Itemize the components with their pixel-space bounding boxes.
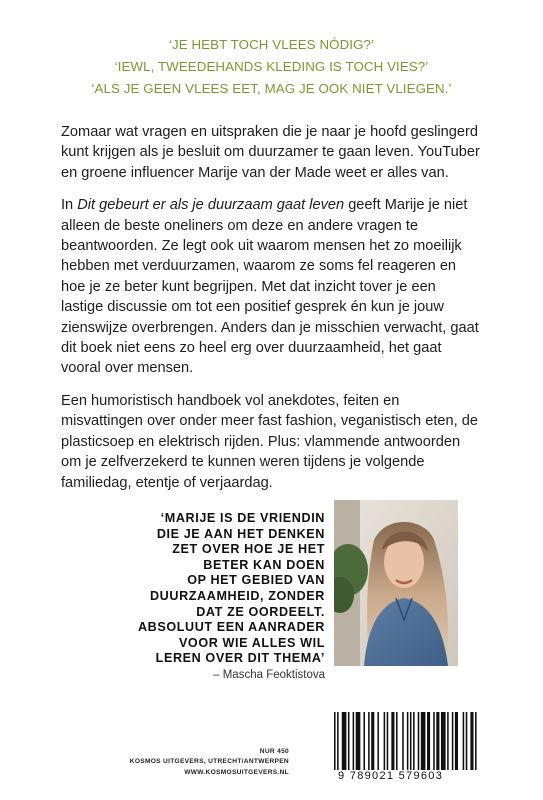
- barcode-bar: [402, 712, 404, 770]
- quote-line: ZET OVER HOE JE HET: [172, 542, 325, 557]
- barcode-bar: [387, 712, 389, 770]
- quote-text: [95, 511, 325, 667]
- header-quote-2: ‘IEWL, TWEEDEHANDS KLEDING IS TOCH VIES?’: [114, 59, 429, 74]
- quote-line: ABSOLUUT EEN AANRADER: [137, 620, 325, 635]
- author-photo: [334, 500, 458, 666]
- isbn-barcode: [328, 712, 483, 770]
- book-title: Dit gebeurt er als je duurzaam gaat leven: [77, 197, 345, 214]
- barcode-bar: [356, 712, 361, 770]
- barcode-bar: [466, 712, 468, 770]
- barcode-bar: [433, 712, 435, 770]
- barcode-bar: [441, 712, 446, 770]
- quote-line: OP HET GEBIED VAN: [187, 573, 325, 588]
- barcode-bar: [410, 712, 412, 770]
- blurb-paragraph-3: Een humoristisch handboek vol anekdotes, feiten en misvattingen over onder meer fast fashion, veganistisch eten, de plasticsoep en elektrisch rijden. Plus: vlammende antwoorden om je zelfverzekerd te kunnen weren tijdens je volgende familiedag, etentje of verjaardag.: [61, 392, 478, 491]
- quote-line: DUURZAAMHEID, ZONDER: [149, 588, 325, 603]
- barcode-bar: [353, 712, 355, 770]
- barcode-bar: [348, 712, 350, 770]
- barcode-bar: [455, 712, 458, 770]
- barcode-bar: [463, 712, 465, 770]
- barcode-bar: [475, 712, 477, 770]
- isbn-number: 9 789021 579603: [338, 770, 444, 782]
- barcode-bar: [396, 712, 398, 770]
- barcode-bar: [384, 712, 386, 770]
- quote-line: ‘MARIJE IS DE VRIENDIN: [160, 511, 325, 525]
- barcode-bar: [421, 712, 426, 770]
- barcode-bar: [371, 712, 374, 770]
- barcode-bar: [427, 712, 430, 770]
- barcode-bar: [418, 712, 420, 770]
- barcode-bar: [407, 712, 409, 770]
- blurb-p2-rest: geeft Marije je niet alleen de beste oneliners om deze en andere vragen te beantwoorden. Ze legt ook uit waarom mensen het zo moeilijk hebben met verduurzamen, waarom ze soms fel reageren en hoe je ze beter kunt begrijpen. Met dat inzicht tover je een lastige discussie om tot een positief gesprek én kun je jouw zienswijze overbrengen. Anders dan je misschien verwacht, gaat dit boek niet eens zo heel erg over duurzaamheid, het gaat vooral over mensen.: [61, 197, 479, 377]
- barcode-bar: [342, 712, 347, 770]
- barcode-bar: [391, 712, 394, 770]
- barcode-bar: [447, 712, 449, 770]
- barcode-bar: [363, 712, 365, 770]
- barcode-bar: [337, 712, 339, 770]
- publisher-imprint: [130, 747, 289, 778]
- blurb-p2-prefix: In: [61, 197, 78, 214]
- quote-line: DAT ZE OORDEELT.: [196, 604, 325, 619]
- quote-line: LEREN OVER DIT THEMA’: [155, 651, 325, 666]
- header-quote-1: ‘JE HEBT TOCH VLEES NÓDIG?’: [168, 37, 375, 52]
- blurb-paragraph-1: Zomaar wat vragen en uitspraken die je naar je hoofd geslingerd kunt krijgen als je besluit om duurzamer te gaan leven. YouTuber en groene influencer Marije van der Made weet er alles van.: [61, 124, 480, 181]
- quote-line: VOOR WIE ALLES WIL: [178, 635, 325, 650]
- barcode-bar: [368, 712, 370, 770]
- quote-author: – Mascha Feoktistova: [213, 668, 325, 681]
- barcode-bar: [413, 712, 415, 770]
- blurb: [61, 122, 481, 505]
- barcode-bar: [377, 712, 379, 770]
- barcode-bar: [452, 712, 454, 770]
- quote-line: BETER KAN DOEN: [203, 557, 325, 572]
- barcode-bar: [436, 712, 439, 770]
- back-cover-header: [0, 34, 543, 100]
- header-quote-3: ‘ALS JE GEEN VLEES EET, MAG JE OOK NIET VLIEGEN.’: [91, 81, 452, 96]
- publisher-name: KOSMOS UITGEVERS, UTRECHT/ANTWERPEN: [129, 758, 289, 766]
- blurb-paragraph-2: [61, 195, 481, 379]
- barcode-bar: [470, 712, 473, 770]
- endorsement-quote: [95, 511, 325, 681]
- quote-line: DIE JE AAN HET DENKEN: [156, 526, 325, 541]
- publisher-website: WWW.KOSMOSUITGEVERS.NL: [184, 768, 289, 776]
- barcode-bar: [334, 712, 336, 770]
- nur-code: NUR 450: [259, 748, 289, 755]
